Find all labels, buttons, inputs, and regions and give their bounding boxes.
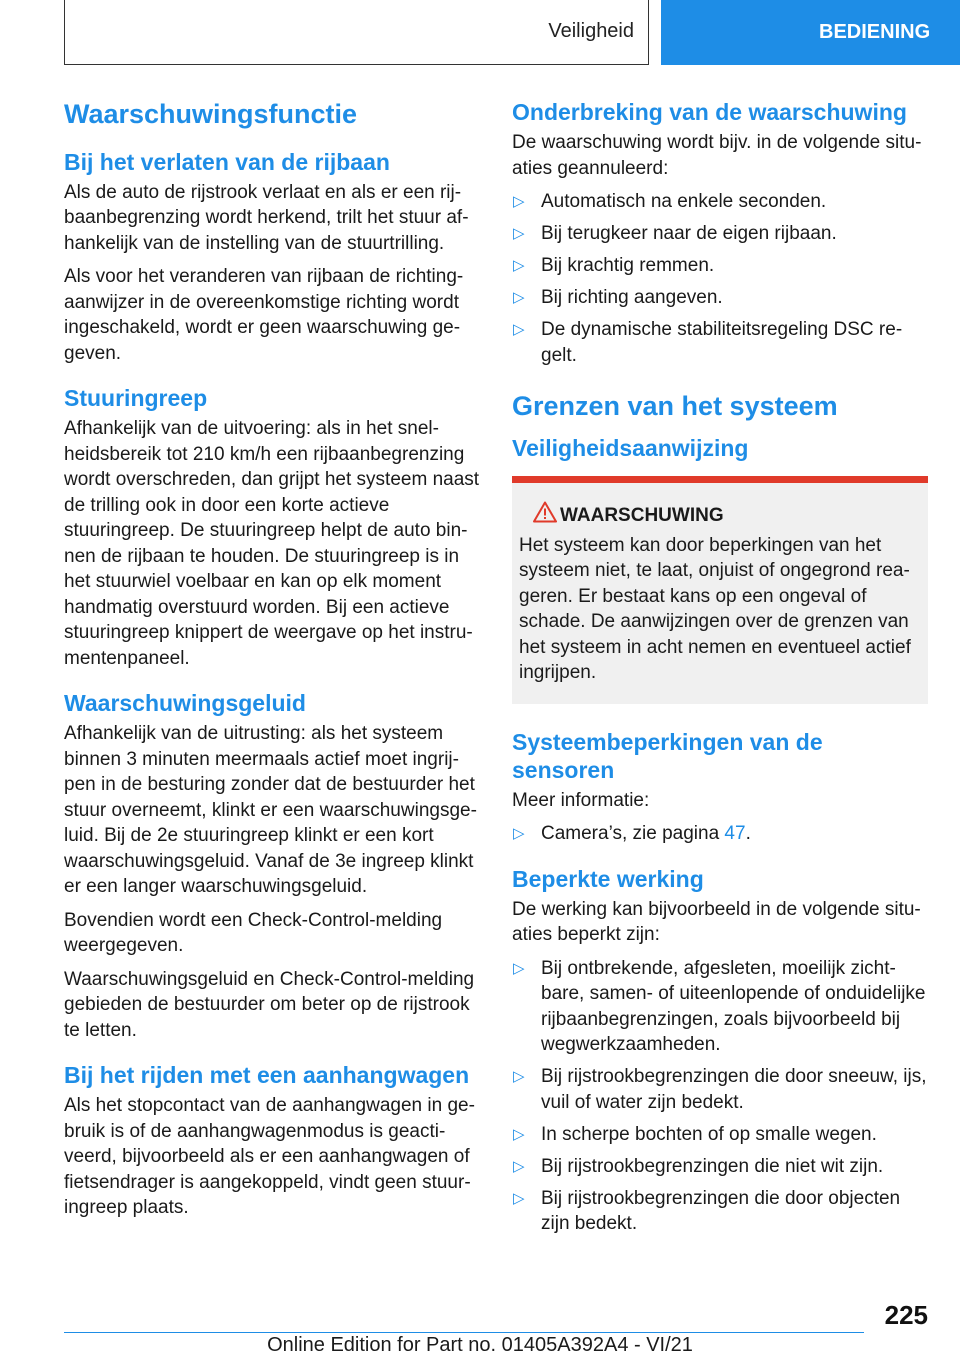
page-header [0,0,960,66]
list-item [512,1122,928,1148]
bullet-triangle-icon: ▷ [513,289,525,307]
heading-beperkte-werking: Beperkte werking [512,865,704,892]
list-onderbreking [512,189,928,368]
paragraph: Afhankelijk van de uitvoering: als in het snelheidsbereik tot 210 km/h een rijbaanbegrenzing wordt overschreden, dan grijpt het systeem naast de trilling ook in door een korte actieve stuuringreep. De stuuringreep helpt de auto binnen de rijbaan te houden. De stuuringreep is in het stuurwiel voelbaar en kan op elk moment handmatig overstuurd worden. Bij een actieve stuuringreep knippert de weergave op het instrumentenpaneel. [64,418,480,669]
list-item [512,189,928,215]
paragraph: Meer informatie: [512,789,650,811]
footer-divider [64,1332,864,1333]
header-box [64,0,649,65]
left-column [64,98,482,1229]
section-title-waarschuwingsfunctie: Waarschuwingsfunctie [64,99,358,129]
bullet-triangle-icon: ▷ [513,825,525,843]
bullet-triangle-icon: ▷ [513,1157,525,1175]
heading-waarschuwingsgeluid: Waarschuwingsgeluid [64,690,306,717]
list-item-text: Bij ontbrekende, afgesleten, moeilijk zichtbare, samen- of uiteenlopende of onduidelijke rijbaanbegrenzingen, zoals bijvoorbeeld bij wegwerkzaamheden. [541,957,926,1056]
list-item [512,285,928,311]
bullet-triangle-icon: ▷ [513,321,525,339]
list-item [512,1154,928,1180]
heading-stuuringreep: Stuuringreep [64,385,208,412]
paragraph: Als de auto de rijstrook verlaat en als er een rijbaanbegrenzing wordt herkend, trilt het stuur afhankelijk van de instelling van de stuurtrilling. [64,181,469,254]
list-beperkte-werking [512,956,928,1237]
paragraph: Als het stopcontact van de aanhangwagen in gebruik is of de aanhangwagenmodus is geactiveerd, bijvoorbeeld als er een aanhangwagen of fietsendrager is aangekoppeld, vindt geen stuuringreep plaats. [64,1095,475,1219]
list-meer-informatie [512,821,928,847]
bullet-triangle-icon: ▷ [513,1125,525,1143]
bullet-triangle-icon: ▷ [513,193,525,211]
paragraph: Afhankelijk van de uitrusting: als het systeem binnen 3 minuten meermaals actief moet ingrijpen in de besturing zonder dat de bestuurder het stuur overneemt, klinkt er een waarschuwingsgeluid. Bij de 2e stuuringreep klinkt er een kort waarschuwingsgeluid. Vanaf de 3e ingreep klinkt er een langer waarschuwingsgeluid. [64,723,477,898]
list-item-text: Bij rijstrookbegrenzingen die door objecten zijn bedekt. [541,1187,901,1235]
warning-title-text: WAARSCHUWING [560,504,724,526]
warning-box [512,476,928,704]
right-column [512,98,928,1251]
list-item-text: Bij terugkeer naar de eigen rijbaan. [541,223,837,245]
heading-veiligheidsaanwijzing: Veiligheidsaanwijzing [512,434,749,461]
header-section-title: Veiligheid [548,20,634,42]
paragraph: Waarschuwingsgeluid en Check-Control-melding gebieden de bestuurder om beter op de rijstrook te letten. [64,968,475,1041]
heading-verlaten-rijbaan: Bij het verlaten van de rijbaan [64,148,390,175]
list-item [512,1186,928,1237]
bullet-triangle-icon: ▷ [513,257,525,275]
bullet-triangle-icon: ▷ [513,225,525,243]
list-item-text: Bij krachtig remmen. [541,255,715,277]
list-item [512,956,928,1058]
list-item-text: Bij rijstrookbegrenzingen die door sneeuw, ijs, vuil of water zijn bedekt. [541,1066,927,1113]
list-item: ▷ Camera’s, zie pagina 47. [512,821,928,847]
list-item [512,253,928,279]
footer-edition: Online Edition for Part no. 01405A392A4 - VI/21 [267,1334,693,1356]
list-item-text: De dynamische stabiliteitsregeling DSC regelt. [541,319,903,366]
list-item [512,317,928,368]
paragraph: De werking kan bijvoorbeeld in de volgende situaties beperkt zijn: [512,898,921,946]
warning-text: Het systeem kan door beperkingen van het systeem niet, te laat, onjuist of ongegrond reageren. Er bestaat kans op een ongeval of schade. De aanwijzingen over de grenzen van het systeem in acht nemen en eventueel actief ingrijpen. [519,534,911,684]
list-item-text: Automatisch na enkele seconden. [541,191,827,213]
list-item-text: In scherpe bochten of op smalle wegen. [541,1123,877,1145]
list-item-text: Bij richting aangeven. [541,287,723,309]
heading-aanhangwagen: Bij het rijden met een aanhangwagen [64,1062,470,1089]
bullet-triangle-icon: ▷ [513,1068,525,1086]
warning-triangle-icon [533,501,557,523]
paragraph: De waarschuwing wordt bijv. in de volgende situaties geannuleerd: [512,132,922,179]
warning-title [519,505,916,527]
heading-onderbreking: Onderbreking van de waarschuwing [512,99,907,125]
paragraph: Bovendien wordt een Check-Control-melding weergegeven. [64,909,443,957]
header-chapter-tab[interactable]: BEDIENING [661,0,960,65]
list-item-text: Bij rijstrookbegrenzingen die niet wit zijn. [541,1155,884,1177]
heading-systeembeperkingen: Systeembeperkingen van de sensoren [512,728,823,783]
page-number: 225 [884,1300,928,1330]
paragraph: Als voor het veranderen van rijbaan de richtingaanwijzer in de overeenkomstige richting wordt ingeschakeld, wordt er geen waarschuwing gegeven. [64,266,464,364]
section-title-grenzen: Grenzen van het systeem [512,391,838,422]
page-link-47[interactable]: 47 [724,823,746,845]
list-item [512,1064,928,1115]
bullet-triangle-icon: ▷ [513,1189,525,1207]
list-item [512,221,928,247]
bullet-triangle-icon: ▷ [513,959,525,977]
